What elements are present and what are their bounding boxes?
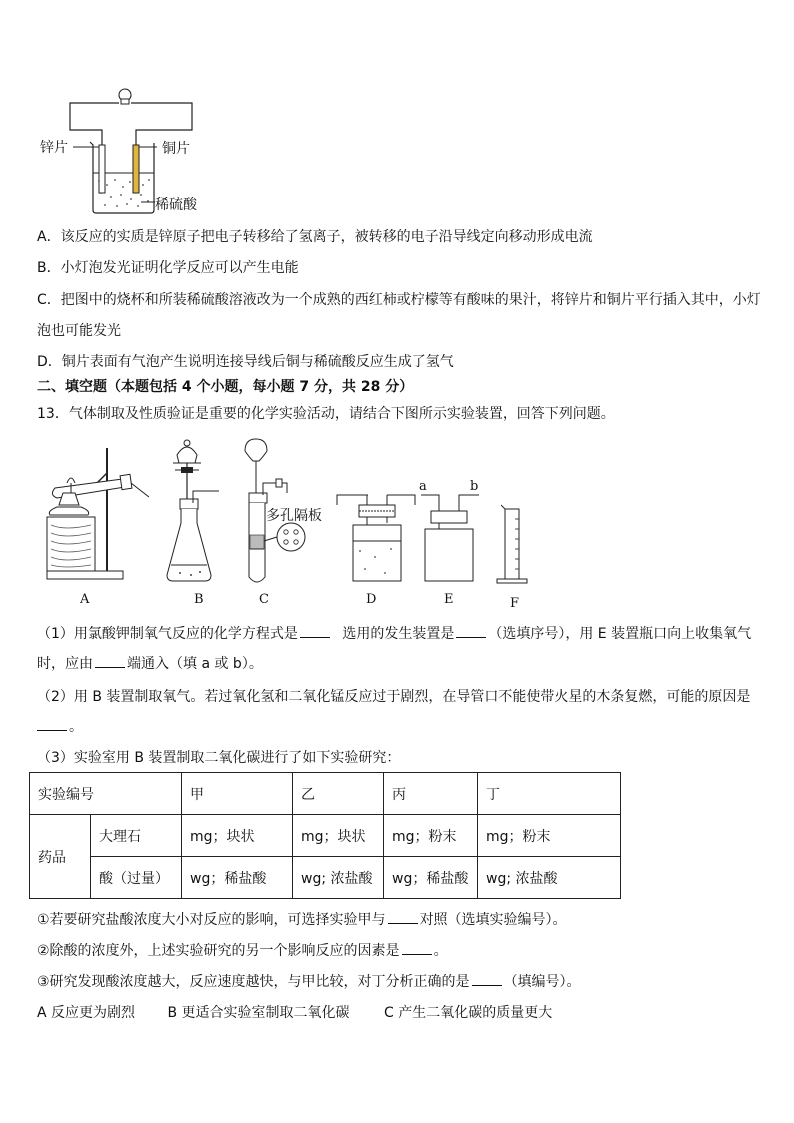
answer-blank[interactable] — [37, 718, 67, 731]
table-cell: wg; 浓盐酸 — [478, 857, 621, 899]
acid-label: 稀硫酸 — [155, 197, 197, 213]
p1-text-4: 时，应由 — [37, 656, 93, 672]
answer-blank[interactable] — [456, 625, 486, 638]
zinc-label: 锌片 — [40, 140, 68, 156]
table-header-cell: 丁 — [478, 773, 621, 815]
table-header-cell: 乙 — [293, 773, 384, 815]
option-d: D．铜片表面有气泡产生说明连接导线后铜与稀硫酸反应生成了氢气 — [37, 354, 454, 370]
table-cell: mg；粉末 — [384, 815, 478, 857]
p1-text-2: 选用的发生装置是 — [342, 626, 455, 642]
sub1-text-b: 对照（选填实验编号）。 — [419, 912, 567, 928]
copper-label: 铜片 — [162, 141, 190, 157]
apparatus-label-e: E — [444, 592, 454, 607]
e-tube-b-label: b — [470, 479, 479, 494]
option-b: B．小灯泡发光证明化学反应可以产生电能 — [37, 260, 299, 276]
apparatus-label-b: B — [194, 592, 204, 607]
apparatus-b — [167, 440, 219, 581]
porous-plate-label: 多孔隔板 — [266, 508, 322, 524]
option-c-line1: C．把图中的烧杯和所装稀硫酸溶液改为一个成熟的西红柿或柠檬等有酸味的果汁，将锌片和铜片平行插入其中，小灯 — [37, 292, 761, 308]
sub-question-2 — [37, 941, 448, 961]
sub-question-1 — [37, 910, 567, 930]
q13-part2-line2 — [37, 717, 83, 737]
table-row — [30, 815, 621, 857]
answer-choices — [37, 1003, 552, 1023]
sub3-text-b: （填编号）。 — [503, 974, 581, 990]
drug-label-cell: 药品 — [30, 815, 91, 899]
table-header-cell: 实验编号 — [30, 773, 182, 815]
apparatus-label-d: D — [366, 592, 377, 607]
answer-blank[interactable] — [95, 655, 125, 668]
experiment-table — [29, 772, 621, 899]
section-title: 二、填空题（本题包括 4 个小题，每小题 7 分，共 28 分） — [37, 379, 414, 395]
sub3-text-a: ③研究发现酸浓度越大，反应速度越快，与甲比较，对丁分析正确的是 — [37, 974, 470, 990]
apparatus-f — [497, 505, 527, 583]
e-tube-a-label: a — [419, 479, 427, 494]
apparatus-d — [337, 495, 415, 581]
table-cell: wg；稀盐酸 — [384, 857, 478, 899]
q13-stem: 13．气体制取及性质验证是重要的化学实验活动，请结合下图所示实验装置，回答下列问题。 — [37, 406, 615, 422]
answer-blank[interactable] — [388, 911, 418, 924]
q13-part1-line1 — [37, 624, 751, 644]
q13-part3: （3）实验室用 B 装置制取二氧化碳进行了如下实验研究： — [37, 750, 401, 766]
table-row — [30, 857, 621, 899]
sub2-text-a: ②除酸的浓度外，上述实验研究的另一个影响反应的因素是 — [37, 943, 400, 959]
option-a: A．该反应的实质是锌原子把电子转移给了氢离子，被转移的电子沿导线定向移动形成电流 — [37, 229, 593, 245]
sub2-text-b: 。 — [433, 943, 448, 959]
answer-blank[interactable] — [402, 942, 432, 955]
sub1-text-a: ①若要研究盐酸浓度大小对反应的影响，可选择实验甲与 — [37, 912, 386, 928]
answer-blank[interactable] — [472, 973, 502, 986]
p1-text-5: 端通入（填 a 或 b）。 — [127, 656, 263, 672]
apparatus-label-c: C — [259, 592, 269, 607]
apparatus-a — [47, 448, 149, 579]
table-cell: mg；粉末 — [478, 815, 621, 857]
choice-a: A 反应更为剧烈 — [37, 1005, 136, 1021]
q13-part1-line2 — [37, 654, 263, 674]
answer-blank[interactable] — [300, 625, 330, 638]
q13-part2-line1: （2）用 B 装置制取氧气。若过氧化氢和二氧化锰反应过于剧烈，在导管口不能使带火星的木条复燃，可能的原因是 — [37, 689, 751, 705]
table-cell: mg；块状 — [182, 815, 293, 857]
apparatus-label-f: F — [510, 596, 520, 611]
table-header-cell: 甲 — [182, 773, 293, 815]
table-cell: wg；稀盐酸 — [182, 857, 293, 899]
apparatus-label-a: A — [80, 592, 90, 607]
sub-question-3 — [37, 972, 581, 992]
table-cell: 酸（过量） — [91, 857, 182, 899]
p1-text-1: （1）用氯酸钾制氧气反应的化学方程式是 — [37, 626, 298, 642]
choice-c: C 产生二氧化碳的质量更大 — [384, 1005, 553, 1021]
p1-text-3: （选填序号），用 E 装置瓶口向上收集氧气 — [488, 626, 752, 642]
apparatus-e — [421, 495, 479, 581]
table-header-row — [30, 773, 621, 815]
table-cell: wg; 浓盐酸 — [293, 857, 384, 899]
table-cell: mg；块状 — [293, 815, 384, 857]
table-cell: 大理石 — [91, 815, 182, 857]
table-header-cell: 丙 — [384, 773, 478, 815]
option-c-line2: 泡也可能发光 — [37, 323, 121, 339]
choice-b: B 更适合实验室制取二氧化碳 — [167, 1005, 350, 1021]
p2-text-end: 。 — [69, 719, 83, 735]
